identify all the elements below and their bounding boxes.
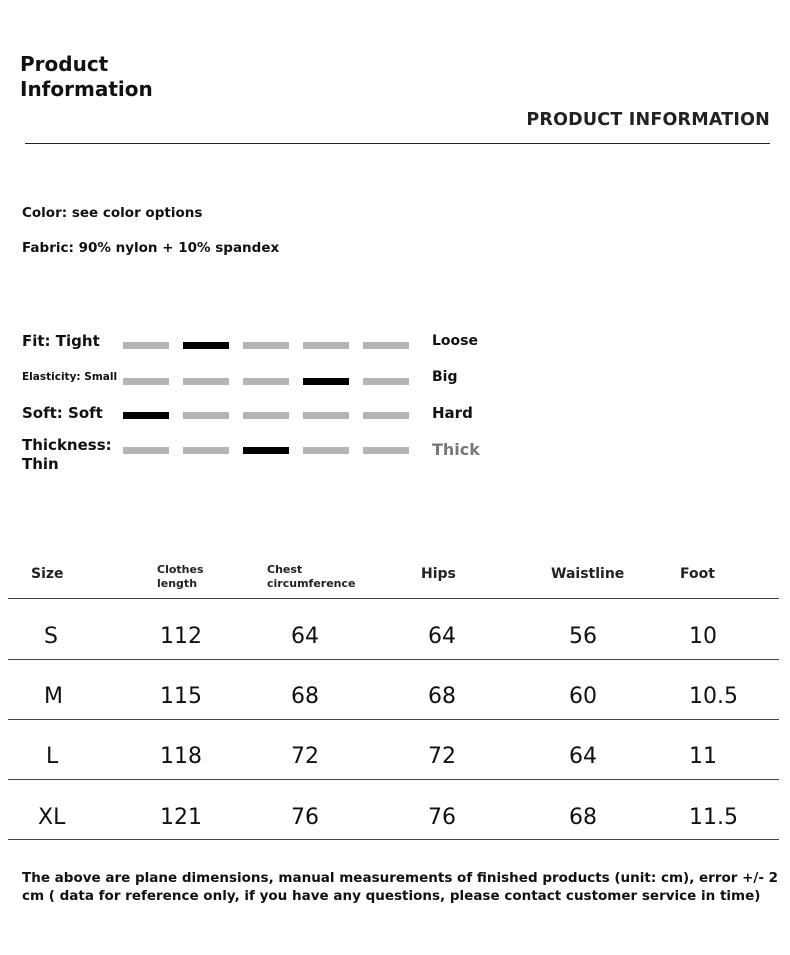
elasticity-scale-end-label: Big	[432, 369, 458, 385]
page-title	[20, 52, 153, 102]
header-chest-line-2: circumference	[267, 577, 356, 590]
thickness-scale-segment	[123, 447, 169, 454]
fit-scale-segment	[363, 342, 409, 349]
header-chest-line-1: Chest	[267, 563, 303, 576]
measurement-note: The above are plane dimensions, manual measurements of finished products (unit: cm), error +/- 2 cm ( data for reference only, if you have any questions, please contact customer service in time)	[22, 870, 779, 904]
cell-foot: 11	[689, 744, 717, 769]
thickness-scale-label	[22, 436, 112, 474]
thickness-scale-label-line-2: Thin	[22, 455, 59, 473]
elasticity-scale-segment	[303, 378, 349, 385]
color-attribute: Color: see color options	[22, 205, 203, 221]
fit-scale-segment	[183, 342, 229, 349]
fit-scale-segment	[243, 342, 289, 349]
thickness-scale-segment	[303, 447, 349, 454]
cell-clothes-length: 118	[160, 744, 202, 769]
header-chest	[267, 563, 355, 591]
page-title-line-1: Product	[20, 52, 109, 76]
elasticity-scale-segment	[363, 378, 409, 385]
cell-foot: 11.5	[689, 805, 738, 830]
elasticity-scale-label: Elasticity: Small	[22, 371, 118, 383]
cell-clothes-length: 115	[160, 684, 202, 709]
thickness-scale-end-label: Thick	[432, 440, 480, 459]
thickness-scale-segment	[183, 447, 229, 454]
header-clothes-length-line-2: length	[157, 577, 198, 590]
cell-clothes-length: 112	[160, 624, 202, 649]
softness-scale-segment	[363, 412, 409, 419]
thickness-scale-label-line-1: Thickness:	[22, 436, 112, 454]
fit-scale-segment	[123, 342, 169, 349]
fit-scale-label: Fit: Tight	[22, 332, 100, 350]
header-waistline: Waistline	[551, 566, 625, 582]
cell-hips: 72	[428, 744, 456, 769]
cell-hips: 68	[428, 684, 456, 709]
table-divider	[8, 659, 779, 660]
header-clothes-length	[157, 563, 204, 591]
table-divider	[8, 779, 779, 780]
softness-scale-label: Soft: Soft	[22, 404, 103, 422]
cell-foot: 10	[689, 624, 717, 649]
header-hips: Hips	[421, 566, 456, 582]
cell-chest: 64	[291, 624, 319, 649]
header-clothes-length-line-1: Clothes	[157, 563, 204, 576]
page-title-line-2: Information	[20, 77, 153, 101]
cell-size: XL	[38, 805, 66, 830]
cell-waistline: 68	[569, 805, 597, 830]
cell-chest: 72	[291, 744, 319, 769]
cell-size: M	[44, 684, 63, 709]
cell-size: S	[44, 624, 58, 649]
elasticity-scale-segment	[183, 378, 229, 385]
header-divider	[25, 143, 770, 144]
cell-waistline: 60	[569, 684, 597, 709]
cell-hips: 76	[428, 805, 456, 830]
fit-scale-segment	[303, 342, 349, 349]
table-divider	[8, 719, 779, 720]
header-foot: Foot	[680, 566, 715, 582]
elasticity-scale-segment	[243, 378, 289, 385]
table-divider	[8, 839, 779, 840]
header-size: Size	[31, 566, 64, 582]
softness-scale-end-label: Hard	[432, 404, 473, 422]
elasticity-scale-segment	[123, 378, 169, 385]
cell-chest: 68	[291, 684, 319, 709]
cell-size: L	[46, 744, 59, 769]
cell-clothes-length: 121	[160, 805, 202, 830]
fabric-attribute: Fabric: 90% nylon + 10% spandex	[22, 240, 280, 256]
softness-scale-segment	[123, 412, 169, 419]
cell-foot: 10.5	[689, 684, 738, 709]
thickness-scale-segment	[243, 447, 289, 454]
cell-chest: 76	[291, 805, 319, 830]
cell-hips: 64	[428, 624, 456, 649]
section-heading: PRODUCT INFORMATION	[526, 110, 770, 130]
fit-scale-end-label: Loose	[432, 333, 478, 349]
cell-waistline: 56	[569, 624, 597, 649]
table-divider	[8, 598, 779, 599]
softness-scale-segment	[183, 412, 229, 419]
thickness-scale-segment	[363, 447, 409, 454]
softness-scale-segment	[303, 412, 349, 419]
cell-waistline: 64	[569, 744, 597, 769]
softness-scale-segment	[243, 412, 289, 419]
